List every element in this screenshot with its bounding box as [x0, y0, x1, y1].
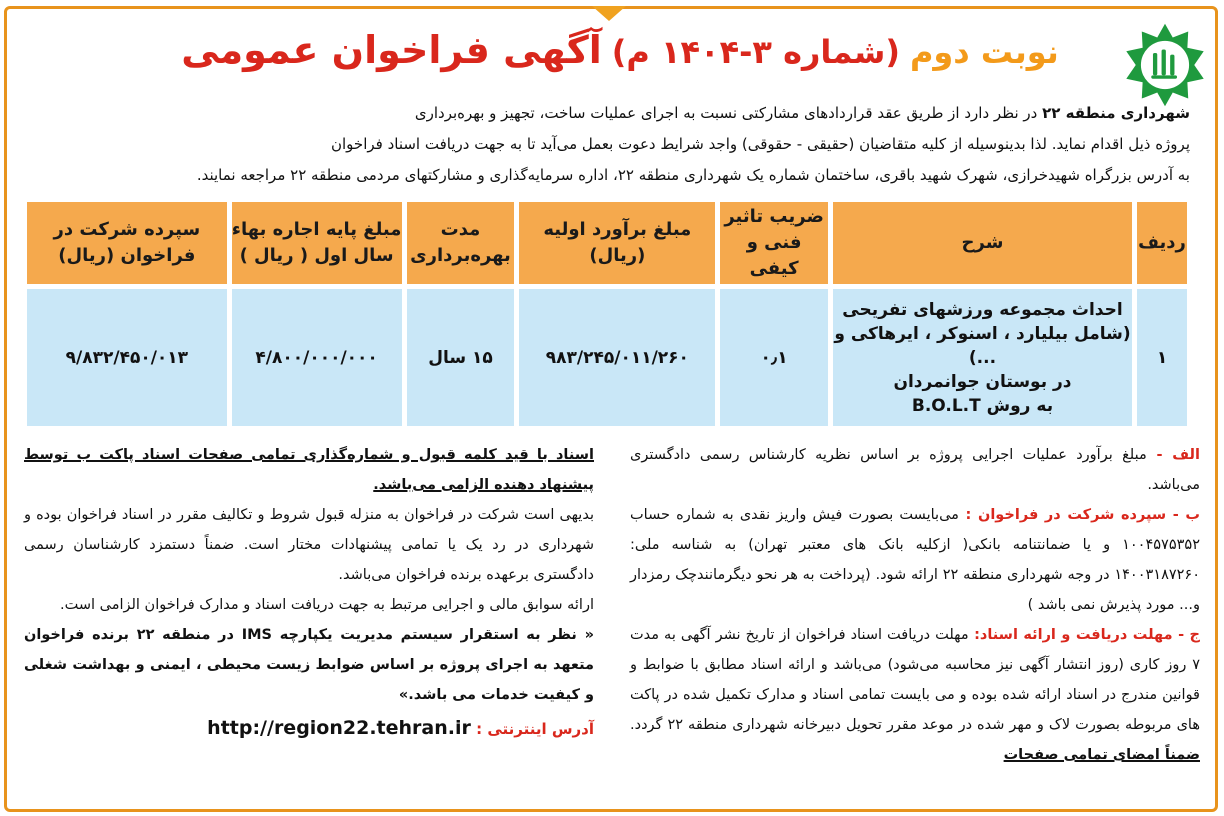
- clause-c-text: مهلت دریافت اسناد فراخوان از تاریخ نشر آگهی به مدت ۷ روز کاری (روز انتشار آگهی نیز محاسبه می‌شود) می‌باشد و ارائه اسناد مطابق با ضوابط و قوانین مندرج در اسناد ارائه شده بوده و می بایست تمامی اسناد و مدارک تکمیل شده در پاکت های مربوطه بصورت لاک و مهر شده در موعد مقرر تحویل دبیرخانه شهرداری منطقه ۲۲ گردد.: [630, 627, 1200, 733]
- left-para-4: « نظر به استقرار سیستم مدیریت یکپارچه IMS در منطقه ۲۲ برنده فراخوان متعهد به اجرای پروژه بر اساس ضوابط زیست محیطی ، ایمنی و بهداشت شغلی و کیفیت خدمات می باشد.»: [24, 627, 594, 703]
- clause-a-text: مبلغ برآورد عملیات اجرایی پروژه بر اساس نظریه کارشناس رسمی دادگستری می‌باشد.: [630, 447, 1200, 493]
- clause-a: [630, 440, 1200, 500]
- header-coefficient: ضریب تاثیر فنی و کیفی: [720, 202, 828, 284]
- headline: [180, 28, 1060, 88]
- cell-rent: ۴/۸۰۰/۰۰۰/۰۰۰: [232, 284, 402, 426]
- conditions-left-column: [24, 440, 594, 744]
- clause-a-label: الف -: [1146, 447, 1200, 463]
- clause-c: [630, 620, 1200, 770]
- headline-title: آگهی فراخوان عمومی: [181, 28, 602, 72]
- intro-paragraph: [110, 98, 1190, 191]
- clause-c-underline: ضمناً امضای تمامی صفحات: [1003, 747, 1200, 763]
- intro-line-1: [110, 98, 1190, 129]
- website-link[interactable]: http://region22.tehran.ir: [207, 717, 471, 739]
- desc-line-2: (شامل بیلیارد ، اسنوکر ، ایرهاکی و ...): [834, 323, 1131, 368]
- table-row: [27, 284, 1187, 426]
- intro-line-1-rest: در نظر دارد از طریق عقد قراردادهای مشارکتی نسبت به اجرای عملیات ساخت، تجهیز و بهره‌برداری: [414, 104, 1043, 122]
- cell-estimate: ۹۸۳/۲۴۵/۰۱۱/۲۶۰: [519, 284, 715, 426]
- clause-b: [630, 500, 1200, 620]
- cell-coefficient: ۰٫۱: [720, 284, 828, 426]
- left-para-1: اسناد با قید کلمه قبول و شماره‌گذاری تمامی صفحات اسناد پاکت ب توسط پیشنهاد دهنده الزامی می‌باشد.: [24, 447, 594, 493]
- header-duration: مدت بهره‌برداری: [407, 202, 515, 284]
- tehran-municipality-logo-icon: [1122, 22, 1208, 108]
- left-para-2: بدیهی است شرکت در فراخوان به منزله قبول شروط و تکالیف مقرر در اسناد فراخوان بوده و شهرداری در رد یک یا تمامی پیشنهادات مختار است. ضمناً دستمزد کارشناسان رسمی دادگستری برعهده برنده فراخوان می‌باشد.: [24, 507, 594, 583]
- header-description: شرح: [833, 202, 1132, 284]
- cell-description: [833, 284, 1132, 426]
- conditions-right-column: [630, 440, 1200, 770]
- desc-line-4: به روش B.O.L.T: [911, 395, 1054, 416]
- cell-row-number: ۱: [1137, 284, 1187, 426]
- intro-org: شهرداری منطقه ۲۲: [1042, 104, 1190, 122]
- header-rent: مبلغ پایه اجاره بهاء سال اول ( ریال ): [232, 202, 402, 284]
- url-label: آدرس اینترنتی :: [470, 720, 594, 738]
- table-header-row: [27, 202, 1187, 284]
- header-estimate: مبلغ برآورد اولیه (ریال): [519, 202, 715, 284]
- url-line: [24, 712, 594, 744]
- desc-line-1: احداث مجموعه ورزشهای تفریحی: [842, 299, 1123, 320]
- project-table: [22, 202, 1192, 426]
- headline-number: (شماره ۳-۱۴۰۴ م): [611, 33, 900, 71]
- desc-line-3: در بوستان جوانمردان: [893, 371, 1072, 392]
- clause-c-label: ج - مهلت دریافت و ارائه اسناد:: [968, 627, 1200, 643]
- header-deposit: سپرده شرکت در فراخوان (ریال): [27, 202, 227, 284]
- left-para-3: ارائه سوابق مالی و اجرایی مرتبط به جهت دریافت اسناد و مدارک فراخوان الزامی است.: [59, 597, 594, 613]
- headline-turn: نوبت دوم: [909, 33, 1059, 71]
- clause-b-label: ب - سپرده شرکت در فراخوان :: [958, 507, 1200, 523]
- intro-line-2: پروژه ذیل اقدام نماید. لذا بدینوسیله از کلیه متقاضیان (حقیقی - حقوقی) واجد شرایط دعوت بعمل می‌آید تا به جهت دریافت اسناد فراخوان: [330, 135, 1190, 153]
- cell-duration: ۱۵ سال: [407, 284, 515, 426]
- intro-line-3: به آدرس بزرگراه شهیدخرازی، شهرک شهید باقری، ساختمان شماره یک شهرداری منطقه ۲۲، اداره سرمایه‌گذاری و مشارکتهای مردمی منطقه ۲۲ مراجعه نمایند.: [196, 166, 1190, 184]
- cell-deposit: ۹/۸۳۲/۴۵۰/۰۱۳: [27, 284, 227, 426]
- header-row-number: ردیف: [1137, 202, 1187, 284]
- clause-b-text: می‌بایست بصورت فیش واریز نقدی به شماره حساب ۱۰۰۴۵۷۵۳۵۲ و یا ضمانتنامه بانکی( ازکلیه بانک های معتبر تهران) به شناسه ملی: ۱۴۰۰۳۱۸۷۲۶۰ در وجه شهرداری منطقه ۲۲ ارائه شود. (پرداخت به هر نحو دیگرمانندچک رمزدار و... مورد پذیرش نمی باشد ): [630, 507, 1201, 613]
- down-arrow-icon: [592, 6, 626, 21]
